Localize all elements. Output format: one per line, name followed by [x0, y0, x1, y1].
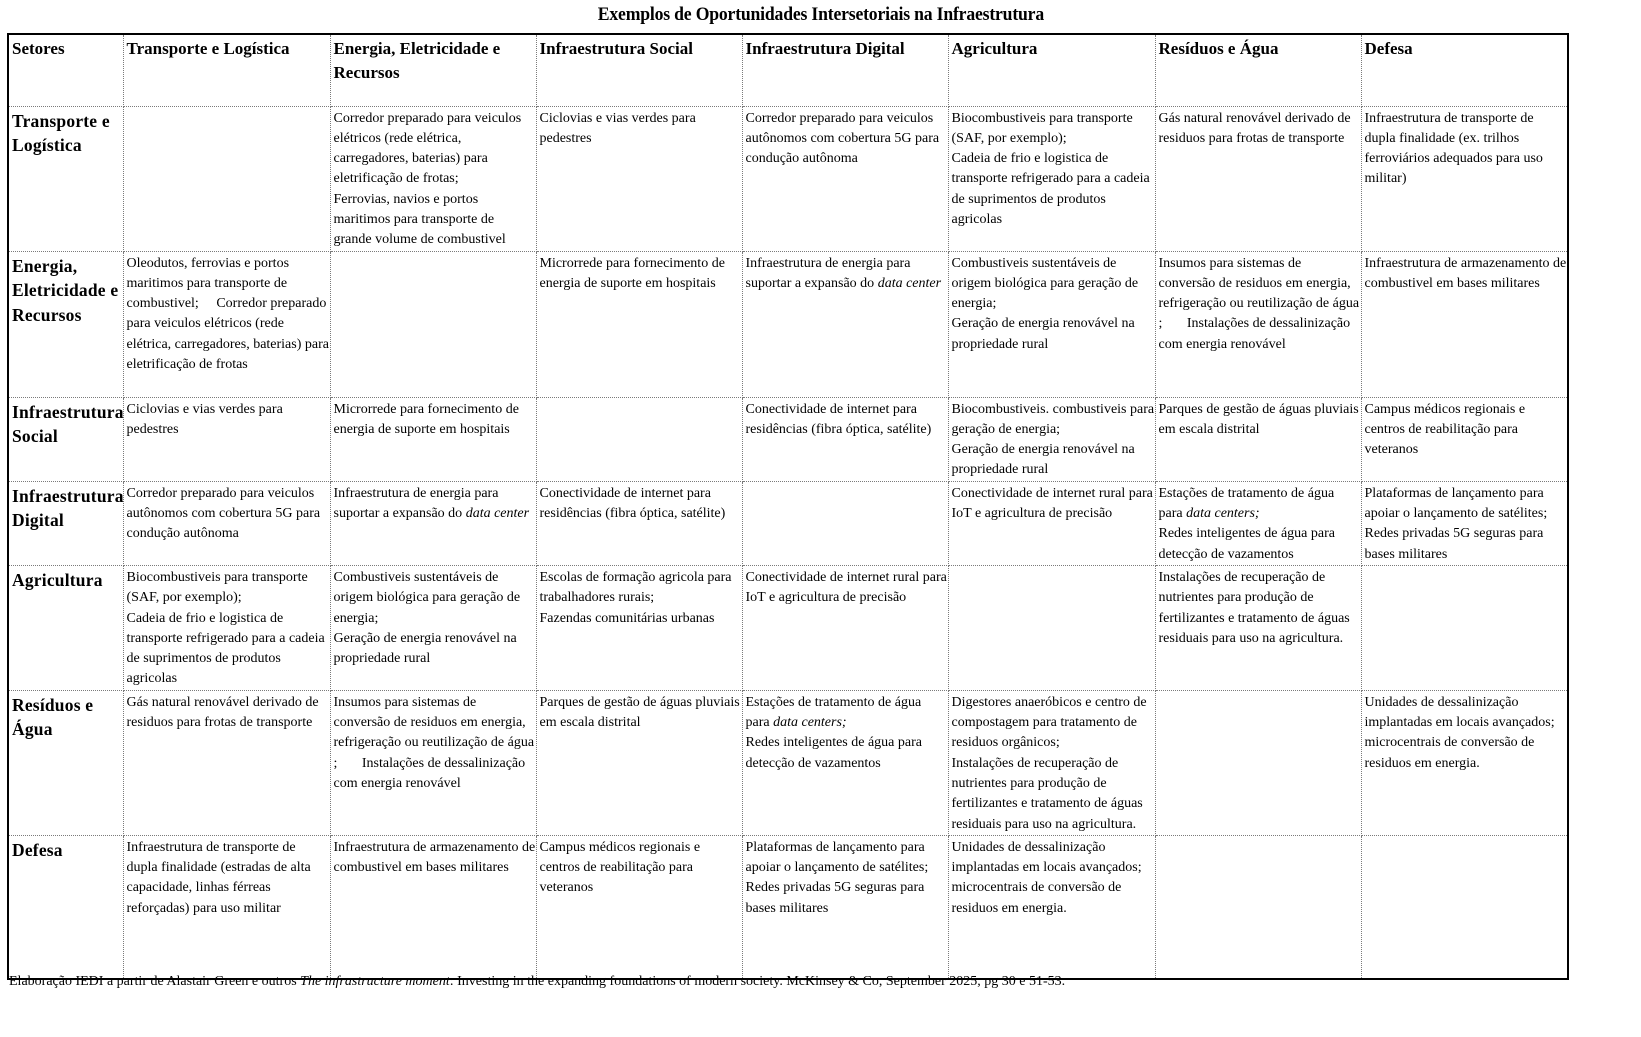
cell-text-italic: data centers;	[1186, 506, 1260, 522]
cell-text: Infraestrutura de transporte de dupla finalidade (ex. trilhos ferroviários adequados para uso militar)	[1364, 110, 1547, 187]
table-row	[8, 251, 1568, 397]
table-cell	[948, 106, 1155, 251]
cell-text: Combustiveis sustentáveis de origem biológica para geração de energia;	[333, 569, 524, 626]
cell-text: Fazendas comunitárias urbanas	[539, 610, 715, 626]
cell-line	[334, 484, 536, 525]
cell-text: Infraestrutura de energia para suportar a expansão do	[745, 255, 914, 291]
cell-line	[540, 838, 742, 899]
cell-text: Campus médicos regionais e centros de reabilitação para veteranos	[1364, 401, 1529, 458]
cell-text: Ciclovias e vias verdes para pedestres	[126, 401, 287, 437]
cell-text: Microrrede para fornecimento de energia de suporte em hospitais	[539, 255, 729, 291]
table-cell	[536, 835, 742, 979]
cell-text: Microrrede para fornecimento de energia de suporte em hospitais	[333, 401, 523, 437]
cell-line	[952, 440, 1155, 481]
cell-line	[1159, 524, 1361, 565]
table-cell	[948, 481, 1155, 565]
table-row	[8, 397, 1568, 481]
cell-line	[540, 484, 742, 525]
table-row	[8, 565, 1568, 690]
table-row	[8, 835, 1568, 979]
table-cell	[1155, 565, 1361, 690]
table-cell	[536, 690, 742, 835]
table-cell	[742, 251, 948, 397]
cell-text: Campus médicos regionais e centros de reabilitação para veteranos	[539, 839, 704, 896]
cell-text: Corredor preparado para veiculos elétricos (rede elétrica, carregadores, baterias) para eletrificação de frotas;	[333, 110, 525, 187]
table-cell	[123, 690, 330, 835]
cell-line	[1159, 484, 1361, 525]
table-cell	[742, 565, 951, 690]
cell-line	[746, 400, 948, 441]
cell-text: Escolas de formação agricola para trabalhadores rurais;	[539, 569, 736, 606]
cell-line	[952, 254, 1155, 315]
cell-line	[1365, 400, 1568, 461]
cell-line	[127, 400, 330, 441]
table-cell	[742, 835, 948, 979]
table-cell	[123, 565, 330, 690]
caption-italic-title: The infrastructure moment	[300, 974, 450, 989]
empty-cell	[1361, 565, 1568, 690]
cell-line	[745, 568, 951, 609]
table-cell	[1155, 106, 1361, 251]
cell-line	[540, 109, 742, 150]
cell-line	[334, 629, 536, 670]
cell-text: Corredor preparado para veiculos autônomos com cobertura 5G para condução autônoma	[745, 110, 943, 167]
row-header: Resíduos e Água	[8, 690, 123, 835]
cell-line	[952, 693, 1155, 754]
empty-cell	[123, 106, 330, 251]
table-cell	[1361, 106, 1568, 251]
empty-cell	[742, 481, 948, 565]
cell-text: Corredor preparado para veiculos autônomos com cobertura 5G para condução autônoma	[126, 485, 324, 542]
caption-prefix: Elaboração IEDI a partir de Alastair Green e outros	[9, 974, 301, 989]
cell-text: Cadeia de frio e logistica de transporte refrigerado para a cadeia de suprimentos de produtos agricolas	[126, 610, 329, 687]
column-header: Infraestrutura Digital	[742, 34, 948, 106]
cell-line	[1159, 109, 1361, 150]
cell-text: Conectividade de internet rural para IoT e agricultura de precisão	[951, 485, 1157, 522]
header-row	[8, 34, 1568, 106]
cell-line	[334, 190, 536, 251]
table-cell	[536, 565, 742, 690]
cell-line	[540, 693, 742, 734]
cell-text: Biocombustiveis. combustiveis para geração de energia;	[951, 401, 1158, 437]
cell-text-italic: data center	[465, 506, 530, 522]
table-row	[8, 106, 1568, 251]
table-cell	[330, 835, 539, 979]
row-header: Agricultura	[8, 565, 123, 690]
table-cell	[1155, 397, 1361, 481]
cell-text: Gás natural renovável derivado de residuos para frotas de transporte	[126, 694, 323, 731]
column-header: Infraestrutura Social	[536, 34, 742, 106]
table-cell	[1361, 690, 1568, 835]
cell-line	[334, 109, 536, 190]
cell-text: Biocombustiveis para transporte (SAF, por exemplo);	[126, 569, 312, 606]
cell-line	[746, 254, 948, 295]
cell-line	[127, 609, 330, 690]
table-cell	[123, 835, 330, 979]
cell-line	[334, 568, 536, 629]
source-caption	[9, 973, 1065, 991]
cell-line	[952, 314, 1155, 355]
table-cell	[536, 481, 742, 565]
cell-text: Redes inteligentes de água para detecção de vazamentos	[1158, 526, 1339, 562]
cell-line	[1365, 254, 1568, 295]
cell-text: Gás natural renovável derivado de residuos para frotas de transporte	[1158, 110, 1355, 146]
cell-line	[1365, 693, 1568, 774]
cell-line	[746, 878, 948, 919]
empty-cell	[1155, 690, 1361, 835]
cell-line	[540, 609, 742, 629]
empty-cell	[536, 397, 742, 481]
table-cell	[1155, 481, 1361, 565]
cell-line	[952, 109, 1155, 150]
column-header: Energia, Eletricidade e Recursos	[330, 34, 536, 106]
cell-line	[334, 693, 536, 794]
cell-text-italic: data centers;	[773, 715, 847, 731]
cell-line	[1159, 254, 1361, 355]
table-cell	[948, 397, 1158, 481]
cell-text: Geração de energia renovável na propriedade rural	[951, 442, 1139, 478]
cell-text: Insumos para sistemas de conversão de residuos em energia, refrigeração ou reutilização de água ; Instalações de dessalinização com energia renovável	[333, 694, 538, 791]
cell-line	[334, 400, 536, 441]
column-header: Transporte e Logística	[123, 34, 330, 106]
cell-line	[333, 838, 539, 879]
cell-line	[127, 484, 330, 545]
table-cell	[330, 106, 536, 251]
column-header: Resíduos e Água	[1155, 34, 1361, 106]
cell-text: Conectividade de internet rural para IoT e agricultura de precisão	[745, 569, 951, 606]
cell-line	[1159, 568, 1361, 649]
table-cell	[330, 690, 536, 835]
cell-line	[126, 254, 333, 376]
cell-text: Instalações de recuperação de nutrientes para produção de fertilizantes e tratamento de águas residuais para uso na agricultura.	[1158, 569, 1354, 646]
corner-header: Setores	[8, 34, 123, 106]
cell-text: Estações de tratamento de água para	[745, 694, 925, 731]
cell-line	[127, 693, 330, 734]
cell-line	[952, 484, 1155, 525]
table-cell	[1361, 251, 1568, 397]
cell-line	[951, 400, 1158, 441]
cell-line	[746, 109, 948, 170]
cell-line	[540, 568, 742, 609]
cell-line	[1365, 109, 1568, 190]
table-cell	[1361, 397, 1568, 481]
cell-text: Parques de gestão de águas pluviais em escala distrital	[1158, 401, 1363, 437]
cell-line	[952, 754, 1155, 835]
row-header: Infraestrutura Digital	[8, 481, 123, 565]
cell-text: Digestores anaeróbicos e centro de compostagem para tratamento de residuos orgânicos;	[951, 694, 1151, 751]
cell-text: Parques de gestão de águas pluviais em escala distrital	[539, 694, 744, 731]
table-cell	[330, 481, 536, 565]
table-cell	[536, 251, 742, 397]
table-row	[8, 481, 1568, 565]
table-cell	[948, 251, 1155, 397]
cell-text: Infraestrutura de armazenamento de combustivel em bases militares	[333, 839, 539, 876]
cell-text: Biocombustiveis para transporte (SAF, por exemplo);	[951, 110, 1137, 146]
cell-line	[952, 149, 1155, 230]
cell-text: Ciclovias e vias verdes para pedestres	[539, 110, 700, 146]
table-cell	[948, 690, 1155, 835]
column-header: Agricultura	[948, 34, 1155, 106]
page-title	[0, 3, 1641, 27]
table-cell	[948, 835, 1155, 979]
empty-cell	[1155, 835, 1361, 979]
table-cell	[1155, 251, 1361, 397]
cell-line	[540, 254, 742, 295]
cell-line	[127, 568, 330, 609]
caption-suffix: : Investing in the expanding foundations of modern society. McKinsey & Co, September 2025, pg 30 e 51-53.	[449, 974, 1066, 989]
table-cell	[330, 397, 536, 481]
table-cell	[742, 106, 948, 251]
row-header: Defesa	[8, 835, 123, 979]
cell-text: Unidades de dessalinização implantadas em locais avançados; microcentrais de conversão de residuos em energia.	[1364, 694, 1559, 771]
cell-text: Infraestrutura de armazenamento de combustivel em bases militares	[1364, 255, 1570, 291]
table-cell	[123, 251, 333, 397]
cell-text: Redes inteligentes de água para detecção de vazamentos	[745, 735, 926, 771]
cell-text: Cadeia de frio e logistica de transporte refrigerado para a cadeia de suprimentos de produtos agricolas	[951, 151, 1154, 227]
row-header: Infraestrutura Social	[8, 397, 123, 481]
cell-text: Geração de energia renovável na propriedade rural	[951, 316, 1139, 352]
table-cell	[742, 397, 948, 481]
cell-text: Estações de tratamento de água para	[1158, 485, 1338, 522]
cell-text: Infraestrutura de energia para suportar a expansão do	[333, 485, 502, 522]
table-cell	[123, 397, 330, 481]
cell-text-italic: data center	[877, 275, 942, 291]
cell-text: Plataformas de lançamento para apoiar o lançamento de satélites;	[1364, 485, 1548, 522]
table-cell	[123, 481, 330, 565]
cell-text: Unidades de dessalinização implantadas em locais avançados; microcentrais de conversão de residuos em energia.	[951, 839, 1146, 916]
cell-line	[127, 838, 330, 919]
cell-line	[746, 693, 948, 734]
cell-text: Infraestrutura de transporte de dupla finalidade (estradas de alta capacidade, linhas férreas reforçadas) para uso militar	[126, 839, 315, 916]
empty-cell	[1361, 835, 1568, 979]
cell-line	[952, 838, 1155, 919]
cell-text: Combustiveis sustentáveis de origem biológica para geração de energia;	[951, 255, 1142, 312]
table-cell	[742, 690, 948, 835]
column-header: Defesa	[1361, 34, 1568, 106]
empty-cell	[948, 565, 1155, 690]
table-cell	[536, 106, 742, 251]
cell-text: Conectividade de internet para residências (fibra óptica, satélite)	[745, 401, 932, 437]
table-row	[8, 690, 1568, 835]
cell-text: Oleodutos, ferrovias e portos maritimos para transporte de combustivel; Corredor preparado para veiculos elétricos (rede elétrica, carregadores, baterias) para eletrificação de frotas	[126, 255, 333, 373]
cell-line	[1159, 400, 1361, 441]
table-cell	[330, 565, 536, 690]
cell-text: Plataformas de lançamento para apoiar o lançamento de satélites;	[745, 839, 929, 876]
cell-line	[1365, 524, 1568, 565]
row-header: Transporte e Logística	[8, 106, 123, 251]
cross-sector-table	[7, 33, 1569, 980]
cell-line	[746, 733, 948, 774]
cell-text: Redes privadas 5G seguras para bases militares	[1364, 526, 1547, 562]
cell-text: Ferrovias, navios e portos maritimos para transporte de grande volume de combustivel	[333, 191, 506, 248]
cell-text: Redes privadas 5G seguras para bases militares	[745, 880, 928, 916]
cell-line	[1365, 484, 1568, 525]
cell-text: Geração de energia renovável na propriedade rural	[333, 630, 521, 667]
cell-text: Insumos para sistemas de conversão de residuos em energia, refrigeração ou reutilização de água ; Instalações de dessalinização com energia renovável	[1158, 255, 1363, 352]
cell-line	[746, 838, 948, 879]
table-cell	[1361, 481, 1568, 565]
row-header: Energia, Eletricidade e Recursos	[8, 251, 123, 397]
cell-text: Conectividade de internet para residências (fibra óptica, satélite)	[539, 485, 726, 522]
empty-cell	[330, 251, 536, 397]
page-title-text: Exemplos de Oportunidades Intersetoriais na Infraestrutura	[597, 4, 1044, 25]
cell-text: Instalações de recuperação de nutrientes para produção de fertilizantes e tratamento de águas residuais para uso na agricultura.	[951, 755, 1147, 832]
